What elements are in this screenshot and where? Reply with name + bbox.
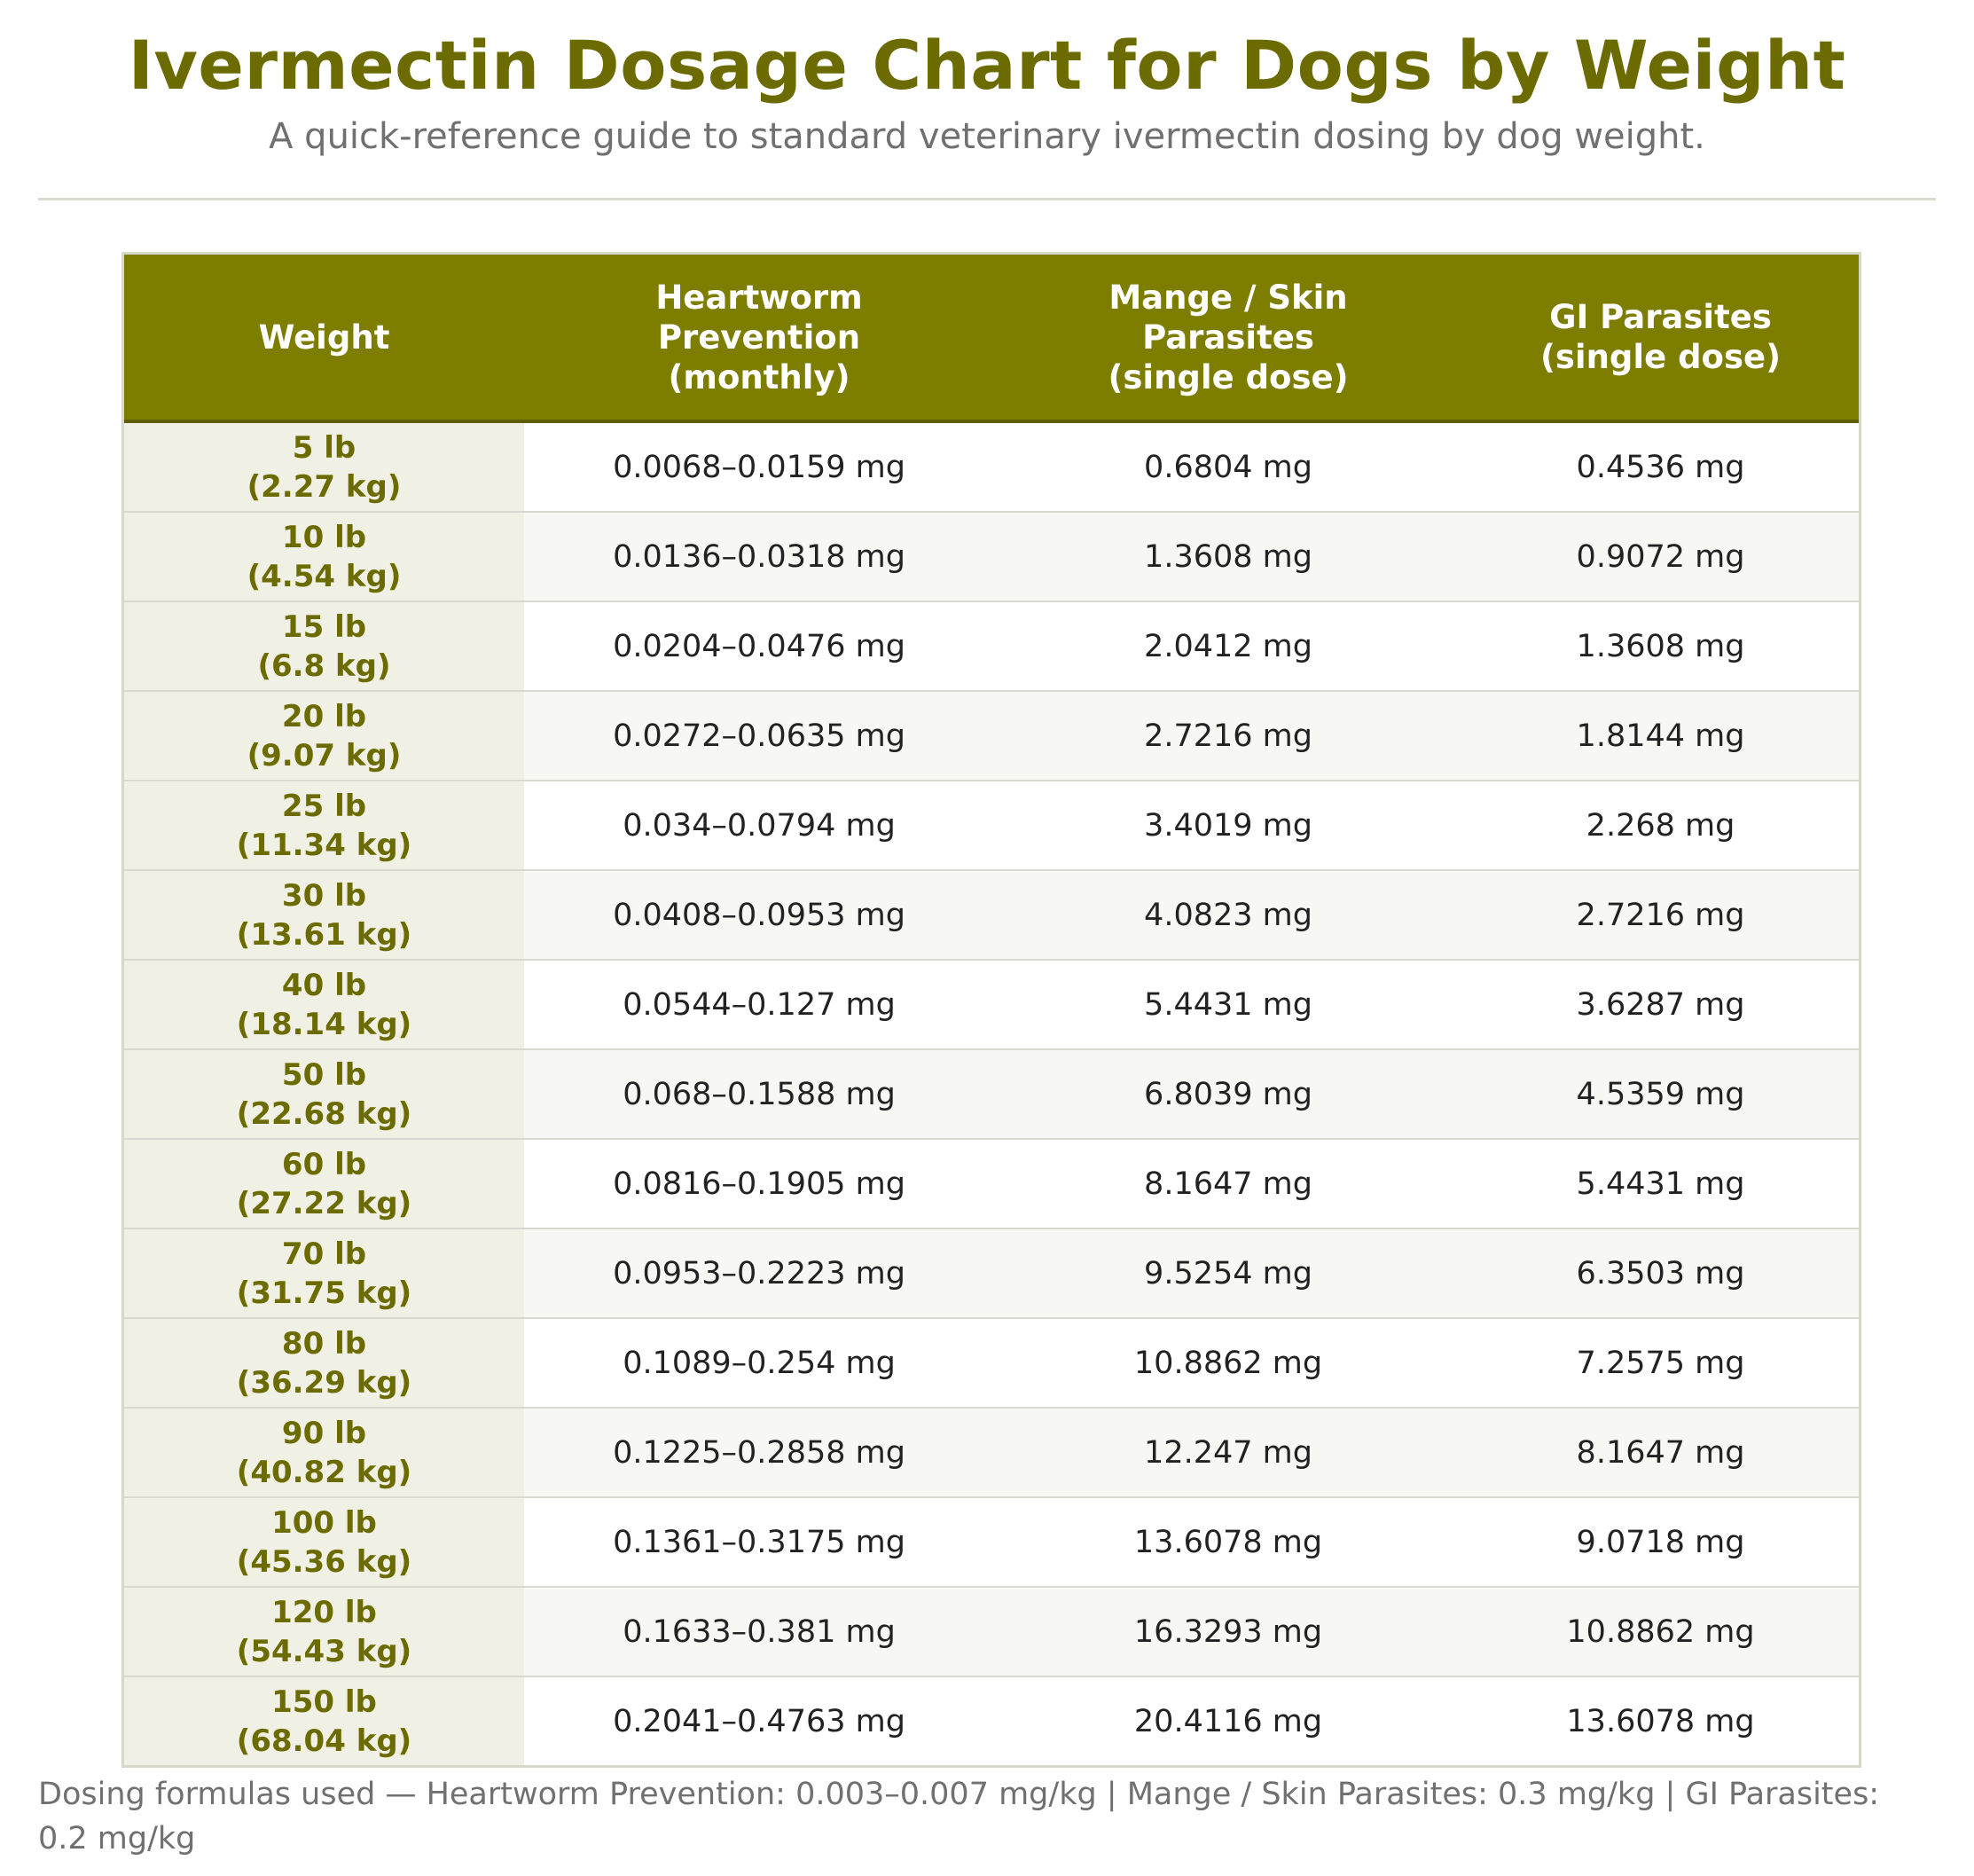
table-row [124, 1587, 1859, 1676]
weight-cell: 5 lb (2.27 kg) [124, 421, 524, 512]
gi-dose-cell: 5.4431 mg [1462, 1139, 1859, 1228]
table-row [124, 870, 1859, 960]
table-row [124, 1228, 1859, 1318]
gi-dose-cell: 13.6078 mg [1462, 1676, 1859, 1765]
weight-cell: 70 lb (31.75 kg) [124, 1228, 524, 1318]
header-row [124, 255, 1859, 421]
table-row [124, 1676, 1859, 1765]
gi-dose-cell: 0.9072 mg [1462, 512, 1859, 601]
heartworm-dose-cell: 0.1633–0.381 mg [524, 1587, 994, 1676]
gi-dose-cell: 8.1647 mg [1462, 1408, 1859, 1497]
heartworm-dose-cell: 0.1361–0.3175 mg [524, 1497, 994, 1587]
table-row [124, 960, 1859, 1049]
gi-dose-cell: 1.8144 mg [1462, 691, 1859, 781]
weight-cell: 20 lb (9.07 kg) [124, 691, 524, 781]
table-row [124, 601, 1859, 691]
weight-cell: 10 lb (4.54 kg) [124, 512, 524, 601]
table-row [124, 1318, 1859, 1408]
table-row [124, 691, 1859, 781]
mange-dose-cell: 4.0823 mg [994, 870, 1462, 960]
mange-dose-cell: 5.4431 mg [994, 960, 1462, 1049]
heartworm-dose-cell: 0.0544–0.127 mg [524, 960, 994, 1049]
mange-dose-cell: 3.4019 mg [994, 781, 1462, 870]
heartworm-dose-cell: 0.0816–0.1905 mg [524, 1139, 994, 1228]
weight-cell: 50 lb (22.68 kg) [124, 1049, 524, 1139]
column-header-weight: Weight [124, 255, 524, 421]
column-header-gi: GI Parasites (single dose) [1462, 255, 1859, 421]
heartworm-dose-cell: 0.0068–0.0159 mg [524, 421, 994, 512]
dosing-formulas-footnote: Dosing formulas used — Heartworm Prevention: 0.003–0.007 mg/kg | Mange / Skin Parasites: 0.3 mg/kg | GI Parasites: 0.2 mg/kg [38, 1777, 1880, 1856]
gi-dose-cell: 1.3608 mg [1462, 601, 1859, 691]
table-row [124, 421, 1859, 512]
gi-dose-cell: 9.0718 mg [1462, 1497, 1859, 1587]
table-row [124, 1497, 1859, 1587]
mange-dose-cell: 12.247 mg [994, 1408, 1462, 1497]
mange-dose-cell: 8.1647 mg [994, 1139, 1462, 1228]
heartworm-dose-cell: 0.2041–0.4763 mg [524, 1676, 994, 1765]
gi-dose-cell: 10.8862 mg [1462, 1587, 1859, 1676]
weight-cell: 150 lb (68.04 kg) [124, 1676, 524, 1765]
table-header [124, 255, 1859, 421]
weight-cell: 80 lb (36.29 kg) [124, 1318, 524, 1408]
table-row [124, 1049, 1859, 1139]
weight-cell: 25 lb (11.34 kg) [124, 781, 524, 870]
heartworm-dose-cell: 0.0408–0.0953 mg [524, 870, 994, 960]
column-header-heartworm: Heartworm Prevention (monthly) [524, 255, 994, 421]
table-row [124, 1139, 1859, 1228]
gi-dose-cell: 2.7216 mg [1462, 870, 1859, 960]
gi-dose-cell: 6.3503 mg [1462, 1228, 1859, 1318]
column-header-mange: Mange / Skin Parasites (single dose) [994, 255, 1462, 421]
table-body [124, 421, 1859, 1765]
weight-cell: 40 lb (18.14 kg) [124, 960, 524, 1049]
table-row [124, 1408, 1859, 1497]
mange-dose-cell: 1.3608 mg [994, 512, 1462, 601]
heartworm-dose-cell: 0.0272–0.0635 mg [524, 691, 994, 781]
mange-dose-cell: 6.8039 mg [994, 1049, 1462, 1139]
mange-dose-cell: 2.7216 mg [994, 691, 1462, 781]
heartworm-dose-cell: 0.068–0.1588 mg [524, 1049, 994, 1139]
mange-dose-cell: 2.0412 mg [994, 601, 1462, 691]
weight-cell: 120 lb (54.43 kg) [124, 1587, 524, 1676]
mange-dose-cell: 10.8862 mg [994, 1318, 1462, 1408]
weight-cell: 30 lb (13.61 kg) [124, 870, 524, 960]
gi-dose-cell: 4.5359 mg [1462, 1049, 1859, 1139]
dosage-table-container [121, 252, 1861, 1768]
mange-dose-cell: 13.6078 mg [994, 1497, 1462, 1587]
gi-dose-cell: 3.6287 mg [1462, 960, 1859, 1049]
heartworm-dose-cell: 0.1225–0.2858 mg [524, 1408, 994, 1497]
heartworm-dose-cell: 0.0204–0.0476 mg [524, 601, 994, 691]
heartworm-dose-cell: 0.034–0.0794 mg [524, 781, 994, 870]
gi-dose-cell: 2.268 mg [1462, 781, 1859, 870]
mange-dose-cell: 9.5254 mg [994, 1228, 1462, 1318]
weight-cell: 15 lb (6.8 kg) [124, 601, 524, 691]
page-subtitle: A quick-reference guide to standard veterinary ivermectin dosing by dog weight. [269, 116, 1705, 157]
dosage-table [124, 255, 1859, 1765]
header-divider [38, 198, 1936, 200]
weight-cell: 60 lb (27.22 kg) [124, 1139, 524, 1228]
mange-dose-cell: 20.4116 mg [994, 1676, 1462, 1765]
page-title: Ivermectin Dosage Chart for Dogs by Weight [128, 26, 1846, 105]
mange-dose-cell: 0.6804 mg [994, 421, 1462, 512]
gi-dose-cell: 0.4536 mg [1462, 421, 1859, 512]
heartworm-dose-cell: 0.1089–0.254 mg [524, 1318, 994, 1408]
table-row [124, 781, 1859, 870]
weight-cell: 90 lb (40.82 kg) [124, 1408, 524, 1497]
mange-dose-cell: 16.3293 mg [994, 1587, 1462, 1676]
heartworm-dose-cell: 0.0953–0.2223 mg [524, 1228, 994, 1318]
weight-cell: 100 lb (45.36 kg) [124, 1497, 524, 1587]
heartworm-dose-cell: 0.0136–0.0318 mg [524, 512, 994, 601]
table-row [124, 512, 1859, 601]
gi-dose-cell: 7.2575 mg [1462, 1318, 1859, 1408]
